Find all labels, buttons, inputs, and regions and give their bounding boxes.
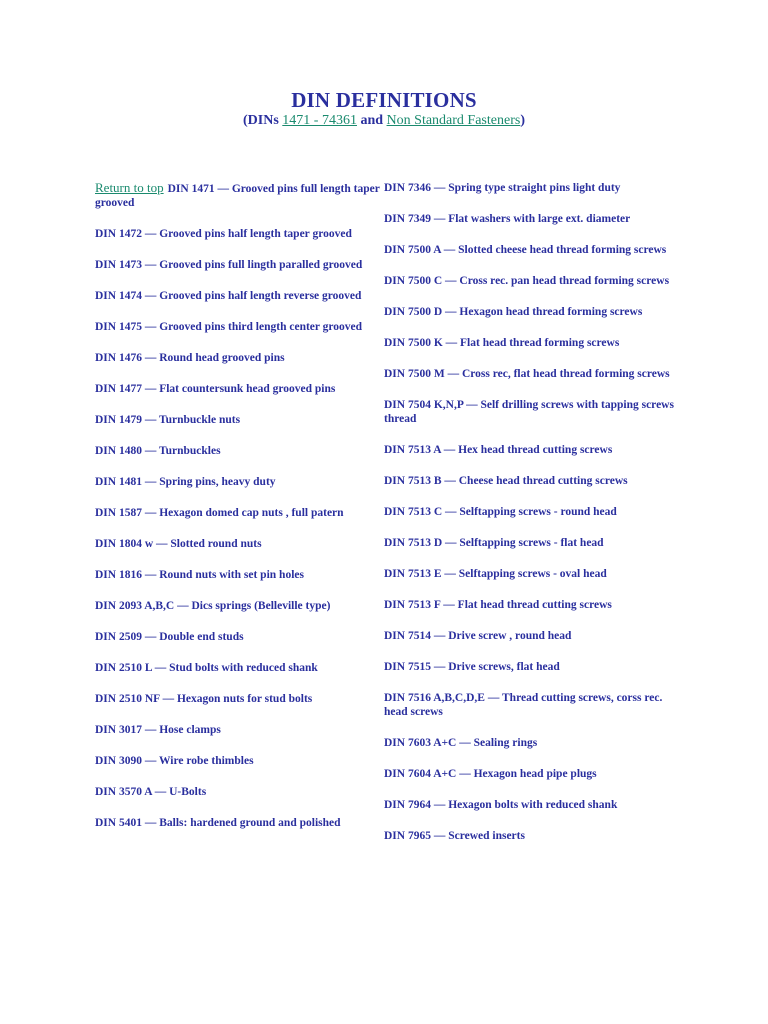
non-standard-fasteners-link[interactable]: Non Standard Fasteners [386, 113, 521, 128]
din-entry-text: DIN 7500 K — Flat head thread forming screws [384, 337, 620, 349]
din-entry-text: DIN 7500 M — Cross rec, flat head thread forming screws [384, 368, 670, 380]
din-entry-text: DIN 7346 — Spring type straight pins light duty [384, 182, 621, 194]
right-column [384, 181, 680, 860]
din-entry [384, 443, 680, 457]
din-entry-text: DIN 1479 — Turnbuckle nuts [95, 414, 241, 426]
subtitle-suffix: ) [520, 113, 525, 128]
din-entry [384, 505, 680, 519]
din-entry-text: DIN 7513 C — Selftapping screws - round head [384, 506, 617, 518]
din-entry [384, 829, 680, 843]
din-entry-text: DIN 7500 D — Hexagon head thread forming screws [384, 306, 643, 318]
din-entry [95, 320, 380, 334]
din-entry-text: DIN 1474 — Grooved pins half length reverse grooved [95, 290, 362, 302]
din-entry-text: DIN 1477 — Flat countersunk head grooved pins [95, 383, 336, 395]
din-entry-text: DIN 2093 A,B,C — Dics springs (Belleville type) [95, 600, 331, 612]
din-entry [95, 568, 380, 582]
din-entry-text: DIN 1472 — Grooved pins half length taper grooved [95, 228, 352, 240]
din-entry [95, 754, 380, 768]
din-entry-text: DIN 7513 B — Cheese head thread cutting screws [384, 475, 628, 487]
din-entry-text: DIN 7504 K,N,P — Self drilling screws with tapping screws thread [384, 399, 674, 425]
din-entry [95, 413, 380, 427]
din-entry [384, 474, 680, 488]
din-entry-text: DIN 3090 — Wire robe thimbles [95, 755, 254, 767]
din-entry [384, 398, 680, 426]
din-entry [384, 660, 680, 674]
din-entry-text: DIN 7603 A+C — Sealing rings [384, 737, 538, 749]
din-entry [384, 767, 680, 781]
din-entry-text: DIN 7500 C — Cross rec. pan head thread forming screws [384, 275, 670, 287]
din-entry [95, 475, 380, 489]
din-entry-text: DIN 2510 L — Stud bolts with reduced shank [95, 662, 318, 674]
din-entry [95, 816, 380, 830]
din-entry [95, 181, 380, 210]
din-entry-text: DIN 7604 A+C — Hexagon head pipe plugs [384, 768, 597, 780]
return-to-top-link[interactable]: Return to top [95, 180, 164, 195]
din-entry [384, 367, 680, 381]
din-entry [384, 736, 680, 750]
din-entry [95, 382, 380, 396]
din-entry [384, 336, 680, 350]
din-entry-text: DIN 7500 A — Slotted cheese head thread forming screws [384, 244, 667, 256]
din-entry [95, 630, 380, 644]
din-entry-text: DIN 2510 NF — Hexagon nuts for stud bolts [95, 693, 313, 705]
din-entry [95, 227, 380, 241]
din-entry [95, 661, 380, 675]
din-entry [95, 723, 380, 737]
din-entry-text: DIN 3017 — Hose clamps [95, 724, 221, 736]
din-entry [95, 599, 380, 613]
page-title: DIN DEFINITIONS [291, 88, 477, 112]
din-entry [95, 692, 380, 706]
din-entry [384, 536, 680, 550]
din-entry-text: DIN 7513 E — Selftapping screws - oval head [384, 568, 607, 580]
din-entry-text: DIN 1816 — Round nuts with set pin holes [95, 569, 304, 581]
din-entry-text: DIN 3570 A — U-Bolts [95, 786, 207, 798]
din-entry [95, 506, 380, 520]
din-entry [384, 798, 680, 812]
din-entry-text: DIN 7515 — Drive screws, flat head [384, 661, 560, 673]
din-entry-text: DIN 7349 — Flat washers with large ext. diameter [384, 213, 631, 225]
din-entry [384, 181, 680, 195]
din-entry [95, 537, 380, 551]
subtitle-middle: and [356, 113, 387, 128]
din-entry [384, 305, 680, 319]
din-entry [384, 567, 680, 581]
din-entry [384, 274, 680, 288]
din-entry-text: DIN 7514 — Drive screw , round head [384, 630, 572, 642]
din-entry-text: DIN 7513 D — Selftapping screws - flat head [384, 537, 604, 549]
din-entry [384, 598, 680, 612]
din-entry [95, 289, 380, 303]
din-entry [384, 629, 680, 643]
din-entry-text: DIN 7513 F — Flat head thread cutting screws [384, 599, 612, 611]
din-entry-text: DIN 1587 — Hexagon domed cap nuts , full patern [95, 507, 344, 519]
din-entry-text: DIN 1475 — Grooved pins third length center grooved [95, 321, 363, 333]
din-entry-text: DIN 2509 — Double end studs [95, 631, 244, 643]
page-subtitle [0, 113, 768, 129]
left-column [95, 181, 380, 847]
din-entry [384, 212, 680, 226]
din-entry-text: DIN 1480 — Turnbuckles [95, 445, 221, 457]
din-entry [95, 444, 380, 458]
din-entry-text: DIN 7965 — Screwed inserts [384, 830, 525, 842]
din-entry [95, 785, 380, 799]
din-entry-text: DIN 1476 — Round head grooved pins [95, 352, 285, 364]
din-entry-text: DIN 7516 A,B,C,D,E — Thread cutting screws, corss rec. head screws [384, 692, 663, 718]
din-entry-text: DIN 1481 — Spring pins, heavy duty [95, 476, 276, 488]
din-entry [384, 691, 680, 719]
din-range-link[interactable]: 1471 - 74361 [282, 113, 357, 128]
din-entry [95, 258, 380, 272]
din-entry [95, 351, 380, 365]
din-entry-text: DIN 7964 — Hexagon bolts with reduced shank [384, 799, 618, 811]
din-entry-text: DIN 1471 — Grooved pins full length taper grooved [95, 183, 380, 209]
din-entry-text: DIN 1473 — Grooved pins full lingth paralled grooved [95, 259, 363, 271]
din-entry-text: DIN 1804 w — Slotted round nuts [95, 538, 262, 550]
din-entry [384, 243, 680, 257]
din-entry-text: DIN 5401 — Balls: hardened ground and polished [95, 817, 341, 829]
subtitle-prefix: (DINs [243, 113, 283, 128]
din-entry-text: DIN 7513 A — Hex head thread cutting screws [384, 444, 613, 456]
